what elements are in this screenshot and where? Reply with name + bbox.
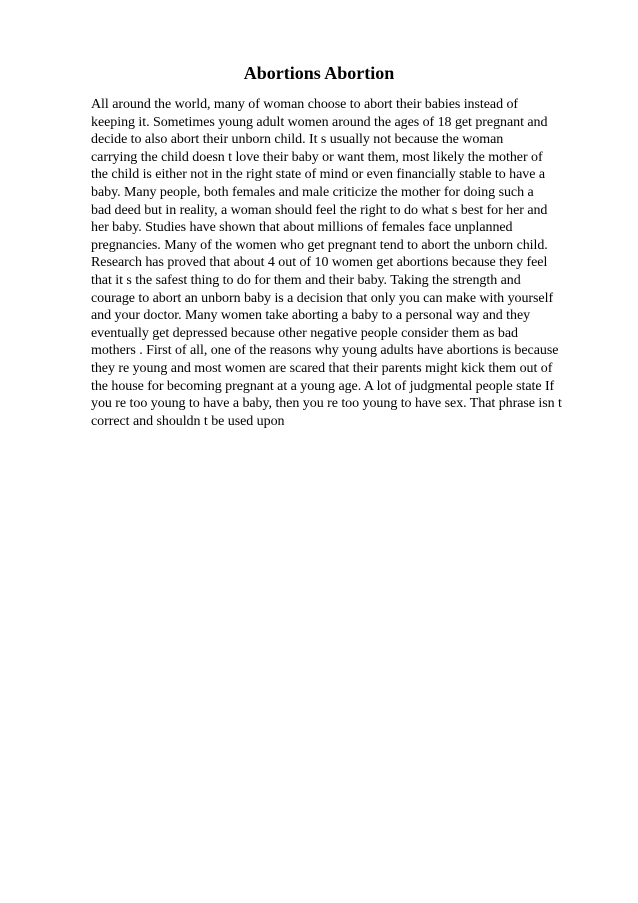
body-line: mothers . First of all, one of the reasons why young adults have abortions is because [91,343,559,359]
body-line: decide to also abort their unborn child. It s usually not because the woman [91,132,504,148]
body-line: baby. Many people, both females and male criticize the mother for doing such a [91,184,534,200]
body-line: courage to abort an unborn baby is a decision that only you can make with yourself [91,290,554,306]
body-line: All around the world, many of woman choose to abort their babies instead of [91,97,519,112]
body-line: eventually get depressed because other negative people consider them as bad [91,325,518,341]
body-line: pregnancies. Many of the women who get pregnant tend to abort the unborn child. [91,237,548,253]
body-line: the child is either not in the right state of mind or even financially stable to have a [91,167,546,183]
body-line: you re too young to have a baby, then you re too young to have sex. That phrase isn t [91,396,562,412]
body-line: keeping it. Sometimes young adult women around the ages of 18 get pregnant and [91,114,548,130]
body-line: correct and shouldn t be used upon [91,413,285,429]
body-line: and your doctor. Many women take aborting a baby to a personal way and they [91,308,531,324]
document-title: Abortions Abortion [243,63,395,83]
body-line: her baby. Studies have shown that about millions of females face unplanned [91,220,513,236]
body-line: that it s the safest thing to do for them and their baby. Taking the strength and [91,272,521,288]
body-line: they re young and most women are scared that their parents might kick them out of [91,360,553,376]
document-body [91,96,591,430]
body-line: Research has proved that about 4 out of 10 women get abortions because they feel [91,255,548,271]
body-line: carrying the child doesn t love their baby or want them, most likely the mother of [91,149,543,165]
body-line: bad deed but in reality, a woman should feel the right to do what s best for her and [91,202,548,218]
body-line: the house for becoming pregnant at a young age. A lot of judgmental people state If [91,378,555,394]
